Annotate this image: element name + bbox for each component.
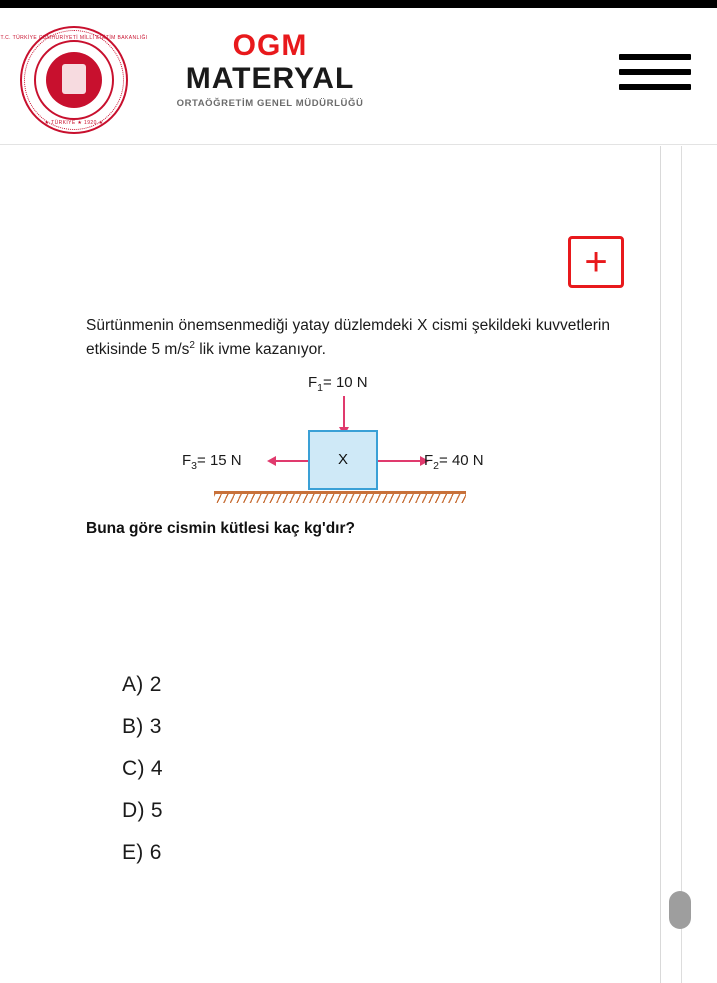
force-f3-name: F bbox=[182, 452, 192, 469]
brand-block bbox=[140, 30, 400, 109]
force-f3-arrow-icon bbox=[276, 460, 310, 462]
answer-options-list bbox=[122, 664, 422, 874]
zoom-in-plus-icon[interactable]: + bbox=[568, 236, 624, 288]
hamburger-menu-icon[interactable] bbox=[619, 54, 691, 96]
figure-ground-surface bbox=[214, 491, 466, 501]
figure-block-x: X bbox=[308, 430, 378, 490]
force-f3-label bbox=[182, 452, 242, 472]
force-f1-value: = 10 N bbox=[323, 374, 368, 391]
question-stem-exponent: 2 bbox=[189, 340, 195, 352]
force-f2-label bbox=[424, 452, 484, 472]
force-f1-label bbox=[308, 374, 368, 394]
site-header bbox=[0, 8, 717, 145]
brand-title-ogm: OGM bbox=[232, 29, 308, 62]
hamburger-bar-2 bbox=[619, 69, 691, 75]
physics-figure bbox=[86, 374, 610, 504]
meb-seal-logo bbox=[0, 26, 148, 134]
answer-option-b[interactable]: B) 3 bbox=[122, 715, 162, 738]
question-prompt: Buna göre cismin kütlesi kaç kg'dır? bbox=[86, 520, 355, 537]
seal-arc-top-label: T.C. TÜRKİYE CUMHURİYETİ MİLLİ EĞİTİM BAKANLIĞI bbox=[0, 35, 148, 41]
answer-option-a[interactable]: A) 2 bbox=[122, 673, 162, 696]
hamburger-bar-3 bbox=[619, 84, 691, 90]
scrollbar-thumb[interactable] bbox=[669, 891, 691, 929]
answer-option-c[interactable]: C) 4 bbox=[122, 757, 163, 780]
seal-arc-text bbox=[0, 26, 148, 134]
answer-option-d[interactable]: D) 5 bbox=[122, 799, 163, 822]
ground-hatching bbox=[214, 494, 466, 503]
brand-title-materyal: MATERYAL bbox=[185, 61, 355, 95]
seal-arc-bottom-label: ★ TÜRKİYE ★ 1920 ★ bbox=[44, 120, 104, 126]
force-f3-value: = 15 N bbox=[197, 452, 242, 469]
question-content-area bbox=[0, 146, 658, 983]
brand-subtitle: ORTAÖĞRETİM GENEL MÜDÜRLÜĞÜ bbox=[176, 98, 364, 109]
question-stem bbox=[86, 314, 610, 362]
answer-option-e[interactable]: E) 6 bbox=[122, 841, 162, 864]
force-f1-subscript: 1 bbox=[317, 382, 324, 394]
force-f1-name: F bbox=[308, 374, 318, 391]
force-f3-subscript: 3 bbox=[191, 460, 198, 472]
force-f2-value: = 40 N bbox=[439, 452, 484, 469]
question-stem-part1: Sürtünmenin önemsenmediği yatay düzlemdeki X cismi şekildeki kuvvetlerin etkisinde 5 m/s bbox=[86, 317, 610, 359]
force-f2-arrow-icon bbox=[378, 460, 420, 462]
scrollbar-track-line bbox=[681, 146, 682, 983]
top-black-strip bbox=[0, 0, 717, 8]
vertical-scrollbar[interactable] bbox=[660, 146, 717, 983]
question-stem-part2: lik ivme kazanıyor. bbox=[194, 341, 326, 359]
force-f1-arrow-icon bbox=[343, 396, 345, 428]
hamburger-bar-1 bbox=[619, 54, 691, 60]
force-f2-name: F bbox=[424, 452, 434, 469]
force-f2-subscript: 2 bbox=[433, 460, 440, 472]
